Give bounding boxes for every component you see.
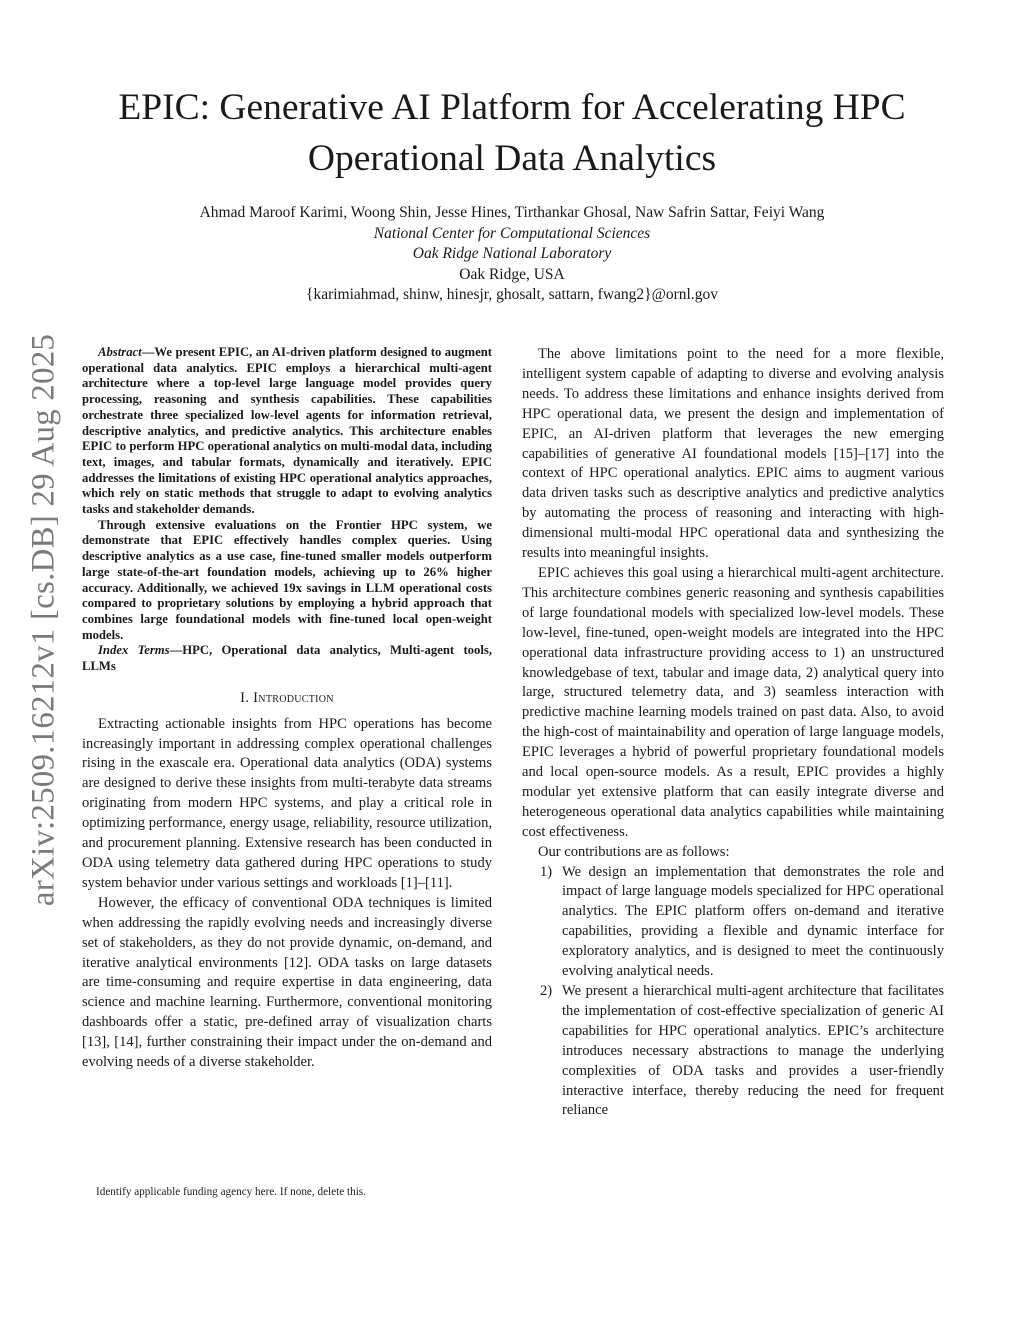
list-item-text: We present a hierarchical multi-agent architecture that facilitates the implementation of cost-effective specialization of generic AI capabilities for HPC operational analytics. EPIC’s architecture introduces necessary abstractions to manage the underlying complexities of ODA tasks and provides a user-friendly interactive interface, thereby reducing the need for frequent reliance	[562, 983, 944, 1119]
abstract-paragraph-1: Abstract—We present EPIC, an AI-driven platform designed to augment operational data analytics. EPIC employs a hierarchical multi-agent architecture where a top-level large language model provides query processing, reasoning and synthesis capabilities. These capabilities orchestrate three specialized low-level agents for information retrieval, descriptive analytics, and predictive analytics. This architecture enables EPIC to perform HPC operational analytics on multi-modal data, including text, images, and tabular formats, dynamically and iteratively. EPIC addresses the limitations of existing HPC operational analytics approaches, which rely on static methods that struggle to adapt to evolving analytics tasks and stakeholder demands.	[82, 345, 492, 517]
left-column	[82, 345, 492, 1073]
abstract-label: Abstract	[98, 345, 142, 359]
list-item	[522, 982, 944, 1121]
section-title: Introduction	[253, 689, 334, 706]
contributions-intro: Our contributions are as follows:	[538, 843, 730, 860]
list-item-text: We design an implementation that demonstrates the role and impact of large language models specialized for HPC operational analytics. The EPIC platform offers on-demand and iterative capabilities, providing a flexible and dynamic interface for exploratory analytics, and is designed to meet the continuously evolving analytical needs.	[562, 863, 944, 980]
abstract-paragraph-2: Through extensive evaluations on the Frontier HPC system, we demonstrate that EPIC effectively handles complex queries. Using descriptive analytics as a use case, fine-tuned smaller models outperform large state-of-the-art foundation models, achieving up to 26% higher accuracy. Additionally, we achieved 19x savings in LLM operational costs compared to proprietary solutions by employing a hybrid approach that combines large foundational models with fine-tuned local open-weight models.	[82, 517, 492, 642]
list-item-number: 2)	[540, 983, 553, 999]
intro-paragraph-1: Extracting actionable insights from HPC operations has become increasingly important in addressing complex operational challenges rising in the exascale era. Operational data analytics (ODA) systems are designed to derive these insights from multi-terabyte data streams originating from modern HPC systems, and play a critical role in optimizing performance, energy usage, reliability, resource utilization, and procurement planning. Extensive research has been conducted in ODA using telemetry data gathered during HPC operations to study system behavior under various settings and workloads [1]–[11].	[82, 715, 492, 891]
abstract-text-1: We present EPIC, an AI-driven platform designed to augment operational data analytics. EPIC employs a hierarchical multi-agent architecture where a top-level large language model provides query processing, reasoning and synthesis capabilities. These capabilities orchestrate three specialized low-level agents for information retrieval, descriptive analytics, and predictive analytics. This architecture enables EPIC to perform HPC operational analytics on multi-modal data, including text, images, and tabular formats, dynamically and iteratively. EPIC addresses the limitations of existing HPC operational analytics approaches, which rely on static methods that struggle to adapt to evolving analytics tasks and stakeholder demands.	[82, 345, 492, 517]
affiliation-lab: Oak Ridge National Laboratory	[412, 245, 612, 262]
author-block	[80, 203, 944, 306]
abstract	[82, 345, 492, 675]
right-paragraph-1: The above limitations point to the need for a more flexible, intelligent system capable of adapting to diverse and evolving analysis needs. To address these limitations and enhance insights derived from HPC operational data, we present the design and implementation of EPIC, an AI-driven platform that leverages the new emerging capabilities of generative AI foundational models [15]–[17] into the context of HPC operational analytics. EPIC aims to augment various data driven tasks such as descriptive analytics and predictive analytics by automating the process of reasoning and interacting with high-dimensional multi-modal HPC operational data and synthesizing the results into meaningful insights.	[522, 346, 944, 562]
list-item-number: 1)	[540, 863, 553, 880]
affiliation-location: Oak Ridge, USA	[459, 265, 565, 283]
funding-footnote: Identify applicable funding agency here. If none, delete this.	[96, 1186, 366, 1198]
paper-title: EPIC: Generative AI Platform for Accelerating HPC Operational Data Analytics	[118, 87, 906, 179]
author-emails: {karimiahmad, shinw, hinesjr, ghosalt, sattarn, fwang2}@ornl.gov	[306, 286, 718, 303]
index-terms-text: HPC, Operational data analytics, Multi-agent tools, LLMs	[82, 643, 492, 674]
affiliation-center: National Center for Computational Sciences	[373, 224, 651, 242]
intro-paragraph-2: However, the efficacy of conventional ODA techniques is limited when addressing the rapidly evolving needs and increasingly diverse set of stakeholders, as they do not provide dynamic, on-demand, and iterative analytical environments [12]. ODA tasks on large datasets are time-consuming and require expertise in data engineering, data science and machine learning. Furthermore, conventional monitoring dashboards offer a static, pre-defined array of visualization charts [13], [14], further constraining their impact under the on-demand and evolving needs of a diverse stakeholder.	[82, 894, 492, 1071]
author-list: Ahmad Maroof Karimi, Woong Shin, Jesse Hines, Tirthankar Ghosal, Naw Safrin Sattar, Feiyi Wang	[199, 204, 825, 221]
contributions-list	[522, 863, 944, 1122]
list-item	[522, 863, 944, 982]
index-terms: Index Terms—HPC, Operational data analytics, Multi-agent tools, LLMs	[82, 643, 492, 674]
index-terms-label: Index Terms	[98, 643, 170, 658]
introduction-body	[82, 715, 492, 1073]
arxiv-identifier-stamp: arXiv:2509.16212v1 [cs.DB] 29 Aug 2025	[25, 333, 62, 907]
section-heading-introduction	[82, 689, 492, 709]
right-column	[522, 345, 944, 1121]
right-paragraph-2: EPIC achieves this goal using a hierarchical multi-agent architecture. This architecture combines generic reasoning and synthesis capabilities of large foundational models with specialized low-level models. These low-level, fine-tuned, open-weight models are integrated into the HPC operational data infrastructure providing access to 1) an unstructured knowledgebase of text, tabular and image data, 2) analytical query into large, structured telemetry data, and 3) seamless interaction with predictive machine learning models trained on past data. Also, to avoid the high-cost of maintainability and operation of large language models, EPIC leverages a hybrid of powerful proprietary foundational models and local open-source models. As a result, EPIC provides a highly modular yet extensive platform that can easily integrate diverse and heterogeneous operational data analytics capabilities while maintaining cost effectiveness.	[522, 564, 944, 840]
section-number: I.	[240, 689, 250, 706]
